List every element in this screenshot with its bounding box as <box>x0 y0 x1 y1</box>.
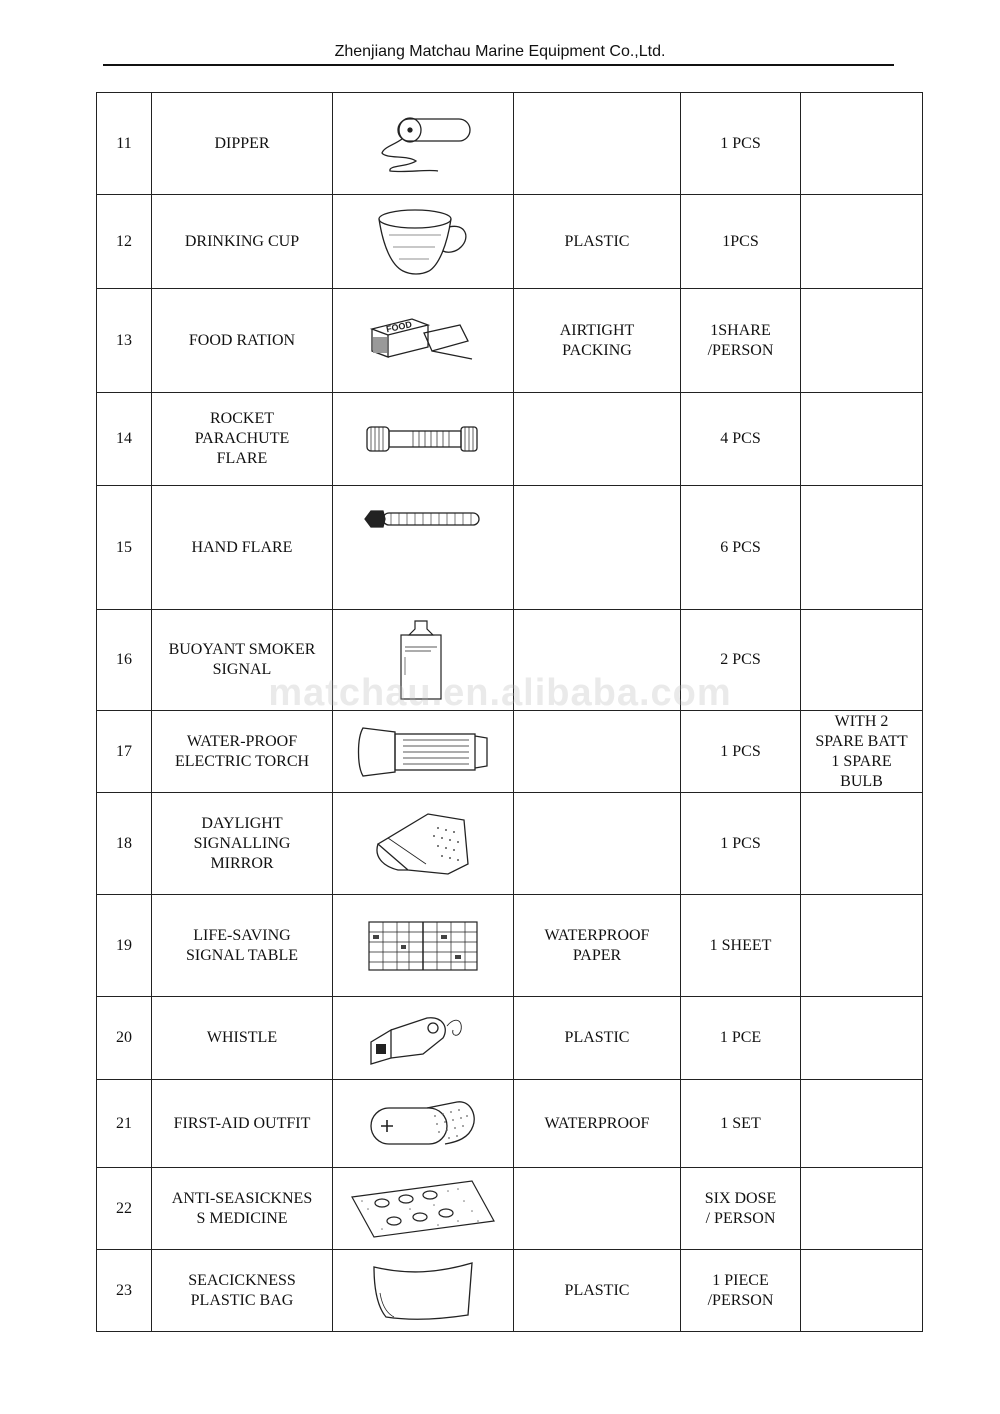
item-number: 17 <box>97 711 152 793</box>
item-picture <box>333 289 514 393</box>
medicine-blister-icon <box>348 1177 498 1241</box>
item-picture <box>333 393 514 486</box>
item-quantity: SIX DOSE / PERSON <box>681 1168 801 1250</box>
item-name: HAND FLARE <box>152 486 333 610</box>
item-material: PLASTIC <box>514 1250 681 1332</box>
item-quantity: 4 PCS <box>681 393 801 486</box>
item-material: WATERPROOF PAPER <box>514 895 681 997</box>
table-row <box>97 711 923 793</box>
item-name: LIFE-SAVING SIGNAL TABLE <box>152 895 333 997</box>
first-aid-icon <box>365 1096 481 1152</box>
signal-table-icon <box>365 918 481 974</box>
item-number: 11 <box>97 93 152 195</box>
item-number: 20 <box>97 997 152 1080</box>
item-quantity: 1 PCE <box>681 997 801 1080</box>
item-remark <box>801 1250 923 1332</box>
item-remark <box>801 895 923 997</box>
hand-flare-icon <box>361 503 485 593</box>
drinking-cup-icon <box>373 205 473 279</box>
item-material <box>514 393 681 486</box>
item-name: SEACICKNESS PLASTIC BAG <box>152 1250 333 1332</box>
item-picture <box>333 1168 514 1250</box>
item-number: 23 <box>97 1250 152 1332</box>
item-material: PLASTIC <box>514 997 681 1080</box>
item-remark <box>801 486 923 610</box>
item-remark <box>801 393 923 486</box>
item-remark <box>801 195 923 289</box>
item-picture <box>333 195 514 289</box>
item-picture <box>333 793 514 895</box>
item-material: AIRTIGHT PACKING <box>514 289 681 393</box>
item-number: 18 <box>97 793 152 895</box>
plastic-bag-icon <box>368 1259 478 1323</box>
item-picture <box>333 93 514 195</box>
item-quantity: 1 SHEET <box>681 895 801 997</box>
table-row <box>97 486 923 610</box>
item-number: 14 <box>97 393 152 486</box>
item-name: ANTI-SEASICKNES S MEDICINE <box>152 1168 333 1250</box>
item-number: 21 <box>97 1080 152 1168</box>
whistle-icon <box>363 1008 483 1068</box>
header-rule <box>103 64 894 66</box>
item-name: DIPPER <box>152 93 333 195</box>
signal-mirror-icon <box>368 804 478 884</box>
item-remark <box>801 793 923 895</box>
table-row <box>97 1080 923 1168</box>
item-quantity: 1 PCS <box>681 93 801 195</box>
item-quantity: 6 PCS <box>681 486 801 610</box>
table-row <box>97 393 923 486</box>
torch-icon <box>353 722 493 782</box>
item-remark <box>801 93 923 195</box>
item-number: 15 <box>97 486 152 610</box>
item-material: PLASTIC <box>514 195 681 289</box>
item-material <box>514 711 681 793</box>
item-picture <box>333 711 514 793</box>
table-row <box>97 289 923 393</box>
table-row <box>97 793 923 895</box>
table-row <box>97 895 923 997</box>
item-quantity: 1PCS <box>681 195 801 289</box>
item-number: 16 <box>97 610 152 711</box>
table-row <box>97 1250 923 1332</box>
item-name: ROCKET PARACHUTE FLARE <box>152 393 333 486</box>
table-row <box>97 997 923 1080</box>
item-picture <box>333 486 514 610</box>
item-name: DRINKING CUP <box>152 195 333 289</box>
item-material <box>514 793 681 895</box>
item-name: FOOD RATION <box>152 289 333 393</box>
item-quantity: 2 PCS <box>681 610 801 711</box>
item-number: 19 <box>97 895 152 997</box>
table-row <box>97 93 923 195</box>
rocket-flare-icon <box>363 421 483 457</box>
item-number: 13 <box>97 289 152 393</box>
item-remark <box>801 997 923 1080</box>
item-name: WATER-PROOF ELECTRIC TORCH <box>152 711 333 793</box>
item-remark <box>801 289 923 393</box>
item-remark <box>801 1080 923 1168</box>
item-quantity: 1SHARE /PERSON <box>681 289 801 393</box>
svg-text:FOOD: FOOD <box>385 318 413 334</box>
item-number: 22 <box>97 1168 152 1250</box>
food-ration-icon <box>368 311 478 371</box>
item-picture <box>333 997 514 1080</box>
item-quantity: 1 PIECE /PERSON <box>681 1250 801 1332</box>
item-name: DAYLIGHT SIGNALLING MIRROR <box>152 793 333 895</box>
item-number: 12 <box>97 195 152 289</box>
watermark: matchau.en.alibaba.com <box>268 672 732 714</box>
item-remark: WITH 2 SPARE BATT 1 SPARE BULB <box>801 711 923 793</box>
table-row <box>97 1168 923 1250</box>
company-header: Zhenjiang Matchau Marine Equipment Co.,Ltd. <box>334 43 666 60</box>
item-material: WATERPROOF <box>514 1080 681 1168</box>
item-quantity: 1 PCS <box>681 793 801 895</box>
item-material <box>514 93 681 195</box>
item-name: FIRST-AID OUTFIT <box>152 1080 333 1168</box>
table-row <box>97 195 923 289</box>
item-name: WHISTLE <box>152 997 333 1080</box>
item-name: BUOYANT SMOKER SIGNAL <box>152 610 333 711</box>
item-material <box>514 486 681 610</box>
item-quantity: 1 SET <box>681 1080 801 1168</box>
item-picture <box>333 895 514 997</box>
dipper-icon <box>368 109 478 179</box>
item-picture <box>333 1080 514 1168</box>
item-material <box>514 1168 681 1250</box>
item-quantity: 1 PCS <box>681 711 801 793</box>
item-picture <box>333 1250 514 1332</box>
item-remark <box>801 1168 923 1250</box>
